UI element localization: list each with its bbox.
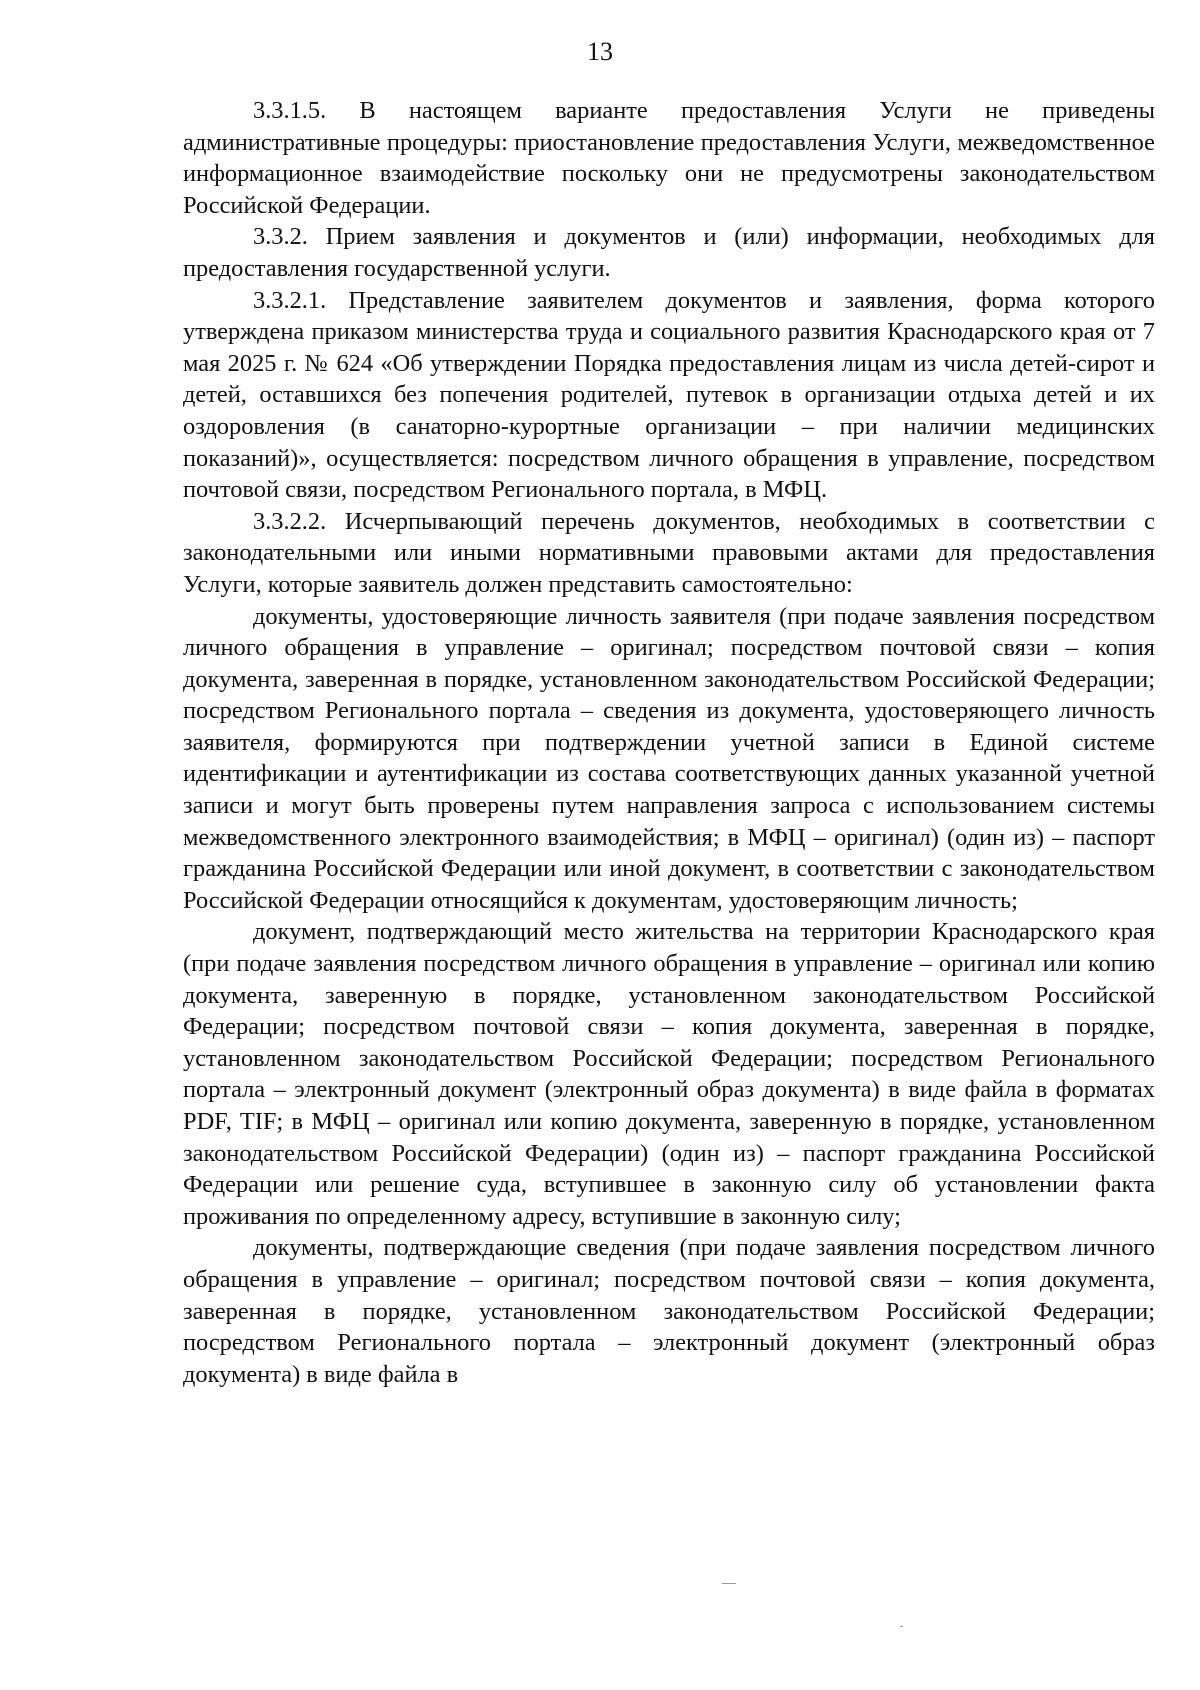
- paragraph-3-3-2: 3.3.2. Прием заявления и документов и (или) информации, необходимых для предоставления государственной услуги.: [183, 223, 1155, 282]
- paragraph-3-3-1-5: 3.3.1.5. В настоящем варианте предоставления Услуги не приведены административные процедуры: приостановление предоставления Услуги, межведомственное информационное взаимодействие поскольку они не предусмотрены законодательством Российской Федерации.: [183, 97, 1155, 219]
- scan-speck: [900, 1626, 903, 1627]
- paragraph-residence-document: документ, подтверждающий место жительства на территории Краснодарского края (при подаче заявления посредством личного обращения в управление – оригинал или копию документа, заверенную в порядке, установленном законодательством Российской Федерации; посредством почтовой связи – копия документа, заверенная в порядке, установленном законодательством Российской Федерации; посредством Регионального портала – электронный документ (электронный образ документа) в виде файла в форматах PDF, TIF; в МФЦ – оригинал или копию документа, заверенную в порядке, установленном законодательством Российской Федерации) (один из) – паспорт гражданина Российской Федерации или решение суда, вступившее в законную силу об установлении факта проживания по определенному адресу, вступившие в законную силу;: [183, 918, 1155, 1230]
- scan-speck: [722, 1583, 736, 1584]
- page-number: 13: [587, 37, 613, 66]
- paragraph-3-3-2-1: 3.3.2.1. Представление заявителем документов и заявления, форма которого утверждена приказом министерства труда и социального развития Краснодарского края от 7 мая 2025 г. № 624 «Об утверждении Порядка предоставления лицам из числа детей-сирот и детей, оставшихся без попечения родителей, путевок в организации отдыха детей и их оздоровления (в санаторно-курортные организации – при наличии медицинских показаний)», осуществляется: посредством личного обращения в управление, посредством почтовой связи, посредством Регионального портала, в МФЦ.: [183, 286, 1155, 504]
- paragraph-3-3-2-2: 3.3.2.2. Исчерпывающий перечень документов, необходимых в соответствии с законодательными или иными нормативными правовыми актами для предоставления Услуги, которые заявитель должен представить самостоятельно:: [183, 507, 1155, 598]
- paragraph-supporting-documents: документы, подтверждающие сведения (при подаче заявления посредством личного обращения в управление – оригинал; посредством почтовой связи – копия документа, заверенная в порядке, установленном законодательством Российской Федерации; посредством Регионального портала – электронный документ (электронный образ документа) в виде файла в: [183, 1234, 1155, 1388]
- paragraph-identity-documents: документы, удостоверяющие личность заявителя (при подаче заявления посредством личного обращения в управление – оригинал; посредством почтовой связи – копия документа, заверенная в порядке, установленном законодательством Российской Федерации; посредством Регионального портала – сведения из документа, удостоверяющего личность заявителя, формируются при подтверждении учетной записи в Единой системе идентификации и аутентификации из состава соответствующих данных указанной учетной записи и могут быть проверены путем направления запроса с использованием системы межведомственного электронного взаимодействия; в МФЦ – оригинал) (один из) – паспорт гражданина Российской Федерации или иной документ, в соответствии с законодательством Российской Федерации относящийся к документам, удостоверяющим личность;: [183, 602, 1155, 914]
- document-body: [183, 95, 1155, 1390]
